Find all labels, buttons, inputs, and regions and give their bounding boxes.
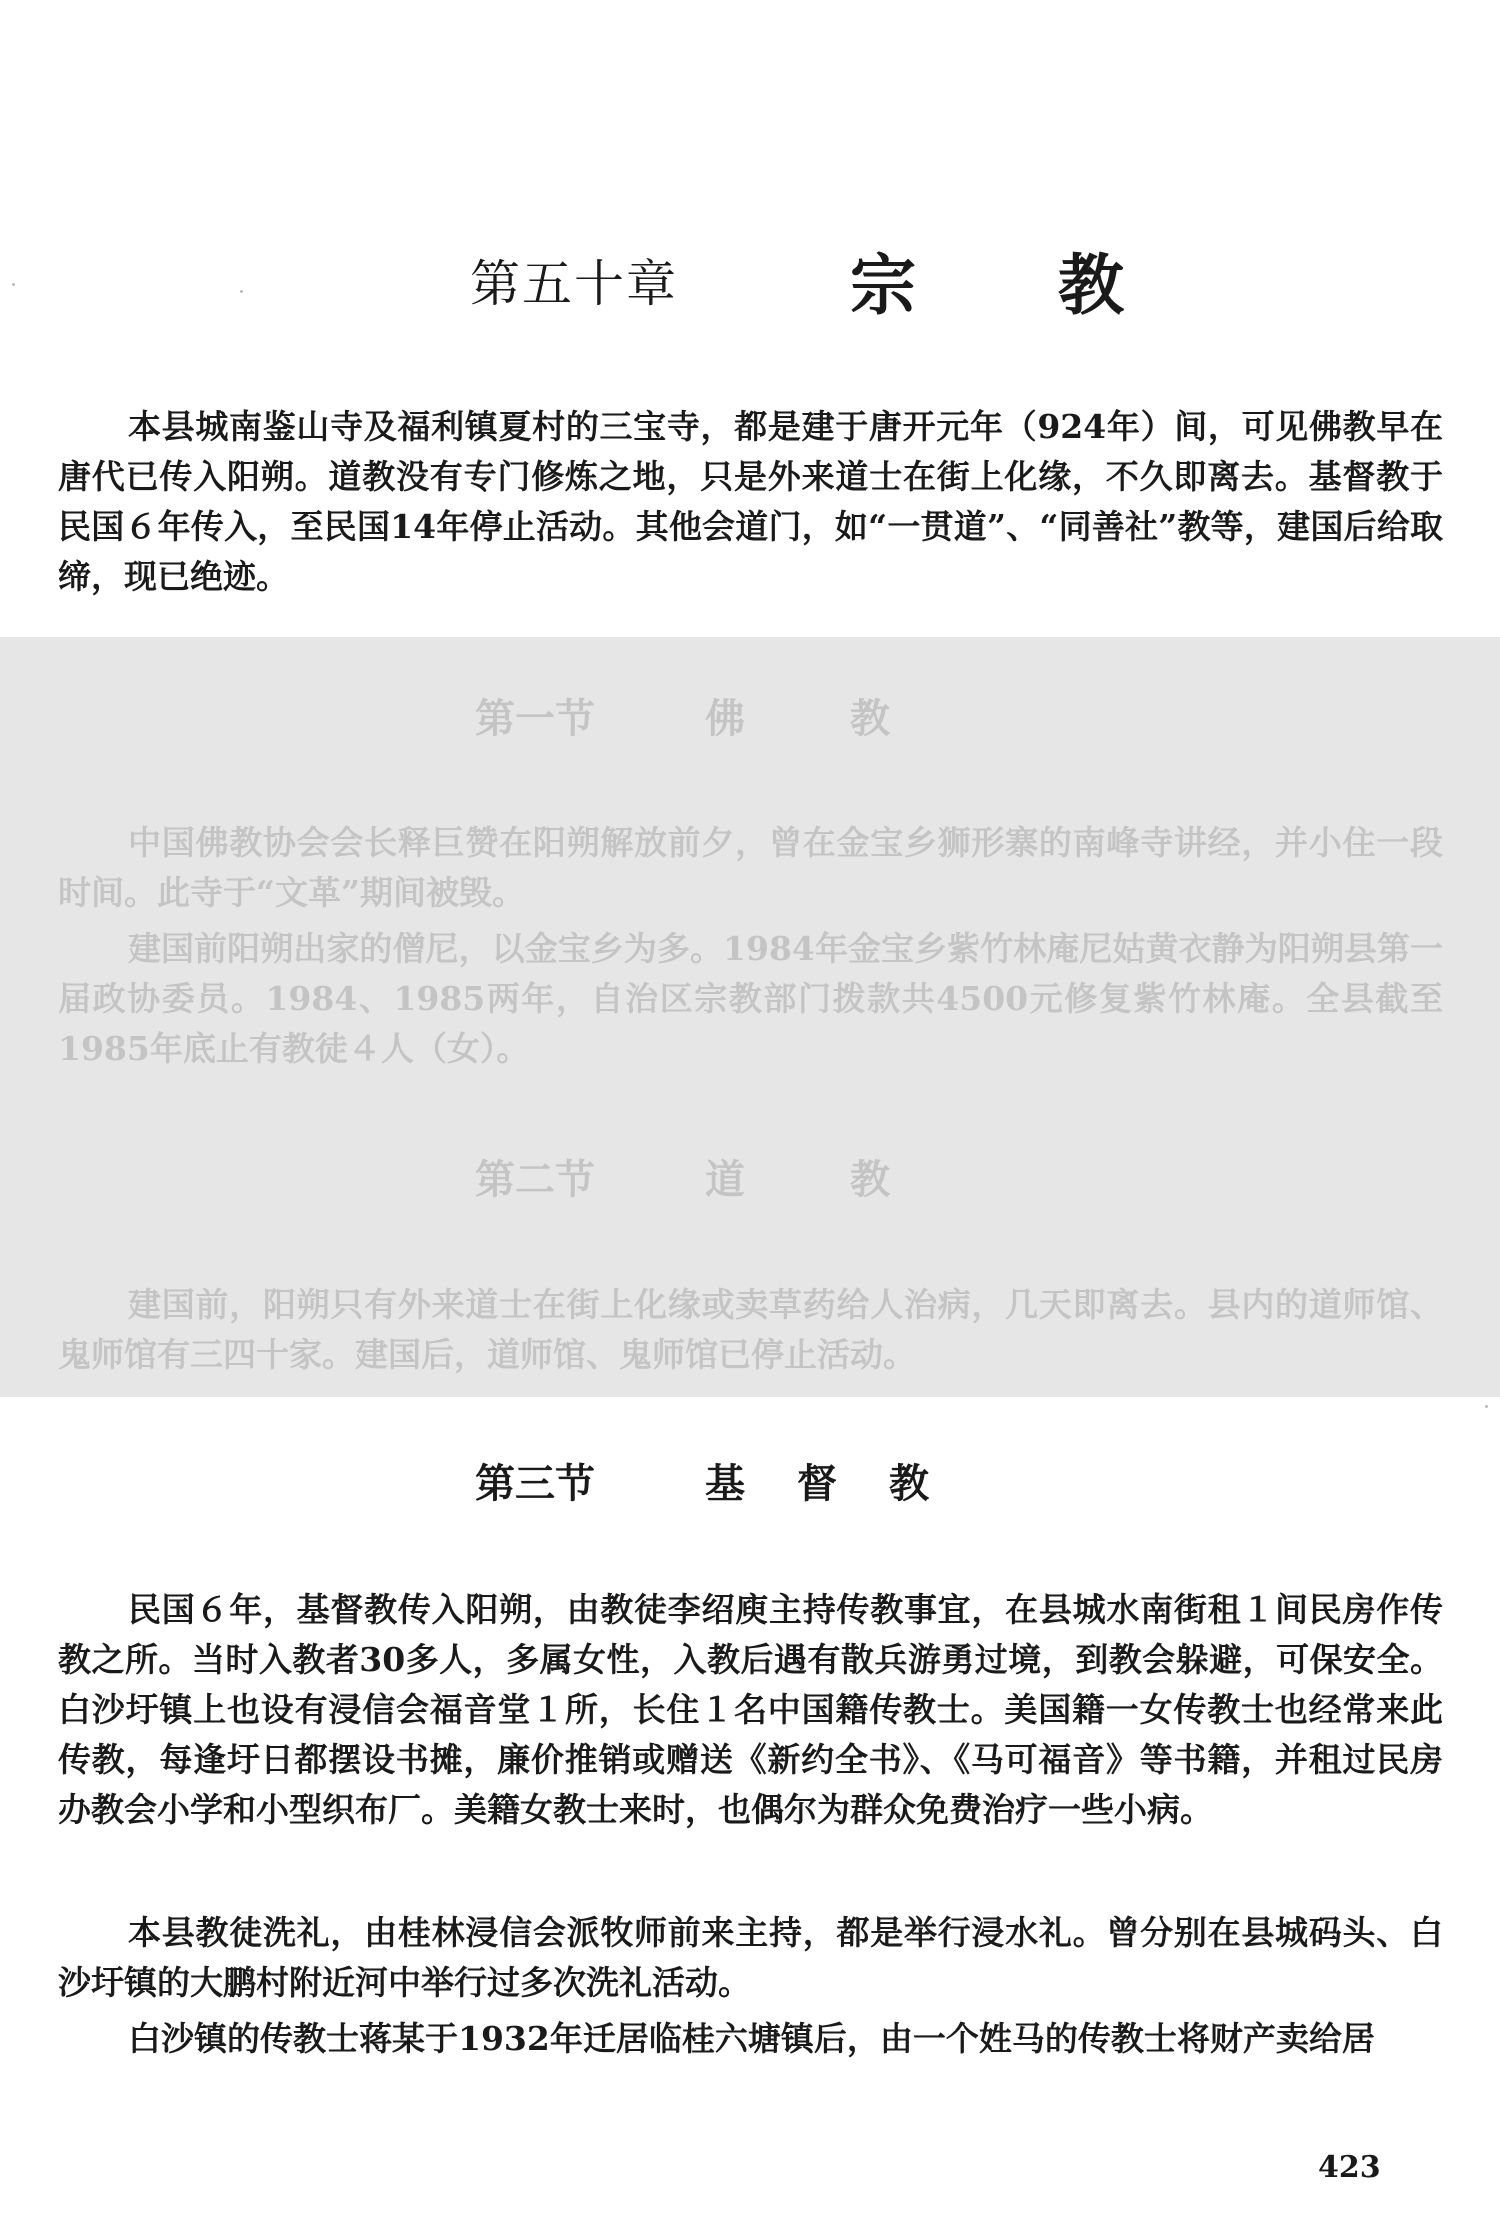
chapter-header <box>0 230 1500 324</box>
section-paragraph: 建国前，阳朔只有外来道士在街上化缘或卖草药给人治病，几天即离去。县内的道师馆、鬼师馆有三四十家。建国后，道师馆、鬼师馆已停止活动。 <box>58 1285 1443 1374</box>
section-paragraph: 本县教徒洗礼，由桂林浸信会派牧师前来主持，都是举行浸水礼。曾分别在县城码头、白沙圩镇的大鹏村附近河中举行过多次洗礼活动。 <box>58 1913 1443 2002</box>
chapter-title: 宗教 <box>850 246 1266 324</box>
scan-speck <box>1485 1405 1488 1408</box>
section-name: 佛教 <box>705 695 995 742</box>
section-title-taoism <box>0 1148 1500 1208</box>
page-number: 423 <box>1318 2150 1381 2185</box>
section-number: 第一节 <box>475 695 595 742</box>
section-paragraph: 中国佛教协会会长释巨赞在阳朔解放前夕，曾在金宝乡狮形寨的南峰寺讲经，并小住一段时间。此寺于“文革”期间被毁。 <box>58 823 1443 912</box>
section-paragraph: 民国６年，基督教传入阳朔，由教徒李绍庾主持传教事宜，在县城水南街租１间民房作传教之所。当时入教者30多人，多属女性，入教后遇有散兵游勇过境，到教会躲避，可保安全。白沙圩镇上也设有浸信会福音堂１所，长住１名中国籍传教士。美国籍一女传教士也经常来此传教，每逢圩日都摆设书摊，廉价推销或赠送《新约全书》、《马可福音》等书籍，并租过民房办教会小学和小型织布厂。美籍女教士来时，也偶尔为群众免费治疗一些小病。 <box>58 1590 1443 1829</box>
section-number: 第三节 <box>475 1460 595 1507</box>
section-paragraph: 白沙镇的传教士蒋某于1932年迁居临桂六塘镇后，由一个姓马的传教士将财产卖给居 <box>128 2019 1375 2058</box>
section-title-christianity <box>0 1452 1500 1512</box>
intro-paragraph: 本县城南鉴山寺及福利镇夏村的三宝寺，都是建于唐开元年（924年）间，可见佛教早在唐代已传入阳朔。道教没有专门修炼之地，只是外来道士在街上化缘，不久即离去。基督教于民国６年传入，至民国14年停止活动。其他会道门，如“一贯道”、“同善社”教等，建国后给取缔，现已绝迹。 <box>58 407 1443 596</box>
faded-region <box>0 637 1500 1397</box>
section-number: 第二节 <box>475 1156 595 1203</box>
section-name: 基督教 <box>705 1460 981 1507</box>
chapter-number: 第五十章 <box>470 255 678 313</box>
section-paragraph: 建国前阳朔出家的僧尼，以金宝乡为多。1984年金宝乡紫竹林庵尼姑黄衣静为阳朔县第一届政协委员。1984、1985两年，自治区宗教部门拨款共4500元修复紫竹林庵。全县截至1985年底止有教徒４人（女）。 <box>58 929 1443 1068</box>
section-title-buddhism <box>0 687 1500 747</box>
section-name: 道教 <box>705 1156 995 1203</box>
